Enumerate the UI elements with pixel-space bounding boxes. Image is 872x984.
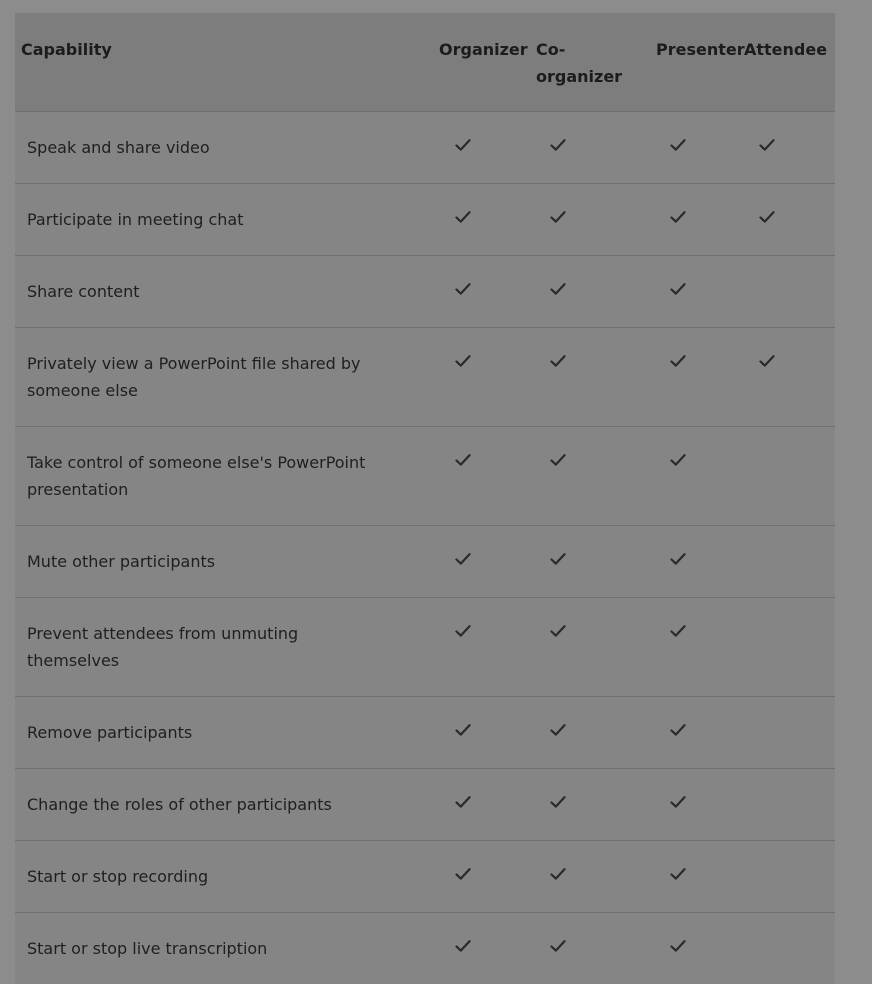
cell-presenter — [649, 426, 743, 525]
cell-attendee — [743, 597, 835, 696]
checkmark-icon — [670, 795, 686, 809]
table-row — [15, 768, 835, 840]
cell-attendee — [743, 426, 835, 525]
cell-organizer — [433, 426, 531, 525]
checkmark-icon — [550, 867, 566, 881]
checkmark-icon — [670, 282, 686, 296]
checkmark-icon — [550, 795, 566, 809]
checkmark-icon — [550, 453, 566, 467]
checkmark-icon — [550, 138, 566, 152]
checkmark-icon — [455, 354, 471, 368]
checkmark-icon — [670, 210, 686, 224]
cell-organizer — [433, 255, 531, 327]
checkmark-icon — [550, 210, 566, 224]
checkmark-icon — [455, 723, 471, 737]
cell-organizer — [433, 768, 531, 840]
checkmark-icon — [455, 795, 471, 809]
checkmark-icon — [670, 453, 686, 467]
capability-label: Participate in meeting chat — [27, 209, 244, 229]
checkmark-icon — [670, 723, 686, 737]
cell-presenter — [649, 597, 743, 696]
header-capability: Capability — [21, 40, 112, 59]
checkmark-icon — [455, 138, 471, 152]
capability-label: Remove participants — [27, 722, 193, 742]
cell-attendee — [743, 183, 835, 255]
table-row — [15, 840, 835, 912]
cell-coorganizer — [531, 912, 649, 984]
cell-presenter — [649, 183, 743, 255]
cell-attendee — [743, 327, 835, 426]
checkmark-icon — [550, 282, 566, 296]
checkmark-icon — [455, 552, 471, 566]
cell-organizer — [433, 183, 531, 255]
cell-coorganizer — [531, 840, 649, 912]
table-row — [15, 597, 835, 696]
cell-organizer — [433, 597, 531, 696]
header-row — [15, 13, 835, 111]
cell-presenter — [649, 912, 743, 984]
checkmark-icon — [455, 939, 471, 953]
capability-label: Prevent attendees from unmuting themselves — [27, 623, 299, 670]
table-body — [15, 111, 835, 984]
checkmark-icon — [550, 354, 566, 368]
cell-coorganizer — [531, 111, 649, 183]
checkmark-icon — [550, 723, 566, 737]
checkmark-icon — [670, 867, 686, 881]
table-row — [15, 255, 835, 327]
header-presenter: Presenter — [656, 40, 745, 59]
cell-organizer — [433, 912, 531, 984]
checkmark-icon — [550, 552, 566, 566]
checkmark-icon — [550, 624, 566, 638]
checkmark-icon — [550, 939, 566, 953]
cell-attendee — [743, 525, 835, 597]
header-attendee: Attendee — [744, 40, 828, 59]
cell-presenter — [649, 768, 743, 840]
capability-label: Share content — [27, 281, 140, 301]
table-row — [15, 426, 835, 525]
cell-coorganizer — [531, 696, 649, 768]
cell-presenter — [649, 840, 743, 912]
capability-label: Speak and share video — [27, 137, 210, 157]
table-row — [15, 111, 835, 183]
capability-label: Take control of someone else's PowerPoint presentation — [27, 452, 366, 499]
checkmark-icon — [670, 552, 686, 566]
cell-coorganizer — [531, 426, 649, 525]
table-header — [15, 13, 835, 111]
cell-coorganizer — [531, 768, 649, 840]
cell-attendee — [743, 111, 835, 183]
checkmark-icon — [670, 138, 686, 152]
cell-attendee — [743, 696, 835, 768]
header-coorganizer — [531, 13, 649, 111]
cell-organizer — [433, 525, 531, 597]
cell-presenter — [649, 525, 743, 597]
checkmark-icon — [455, 210, 471, 224]
cell-presenter — [649, 111, 743, 183]
cell-coorganizer — [531, 597, 649, 696]
capabilities-table — [15, 13, 835, 984]
checkmark-icon — [455, 867, 471, 881]
cell-attendee — [743, 912, 835, 984]
checkmark-icon — [455, 624, 471, 638]
cell-organizer — [433, 111, 531, 183]
checkmark-icon — [455, 282, 471, 296]
table-row — [15, 525, 835, 597]
checkmark-icon — [670, 624, 686, 638]
cell-attendee — [743, 840, 835, 912]
checkmark-icon — [759, 138, 775, 152]
checkmark-icon — [670, 354, 686, 368]
table-row — [15, 327, 835, 426]
capability-label: Mute other participants — [27, 551, 216, 571]
cell-coorganizer — [531, 525, 649, 597]
checkmark-icon — [670, 939, 686, 953]
cell-coorganizer — [531, 255, 649, 327]
cell-organizer — [433, 840, 531, 912]
table-row — [15, 912, 835, 984]
cell-organizer — [433, 696, 531, 768]
header-organizer: Organizer — [439, 40, 528, 59]
cell-coorganizer — [531, 327, 649, 426]
cell-coorganizer — [531, 183, 649, 255]
cell-presenter — [649, 696, 743, 768]
table-row — [15, 183, 835, 255]
capability-label: Change the roles of other participants — [27, 794, 332, 814]
cell-presenter — [649, 327, 743, 426]
checkmark-icon — [759, 354, 775, 368]
cell-attendee — [743, 768, 835, 840]
checkmark-icon — [759, 210, 775, 224]
cell-attendee — [743, 255, 835, 327]
header-coorganizer-label: Co-organizer — [536, 40, 623, 86]
cell-organizer — [433, 327, 531, 426]
capability-label: Start or stop recording — [27, 866, 209, 886]
capabilities-table-container — [15, 13, 835, 984]
cell-presenter — [649, 255, 743, 327]
checkmark-icon — [455, 453, 471, 467]
table-row — [15, 696, 835, 768]
capability-label: Privately view a PowerPoint file shared by someone else — [27, 353, 361, 400]
capability-label: Start or stop live transcription — [27, 938, 268, 958]
